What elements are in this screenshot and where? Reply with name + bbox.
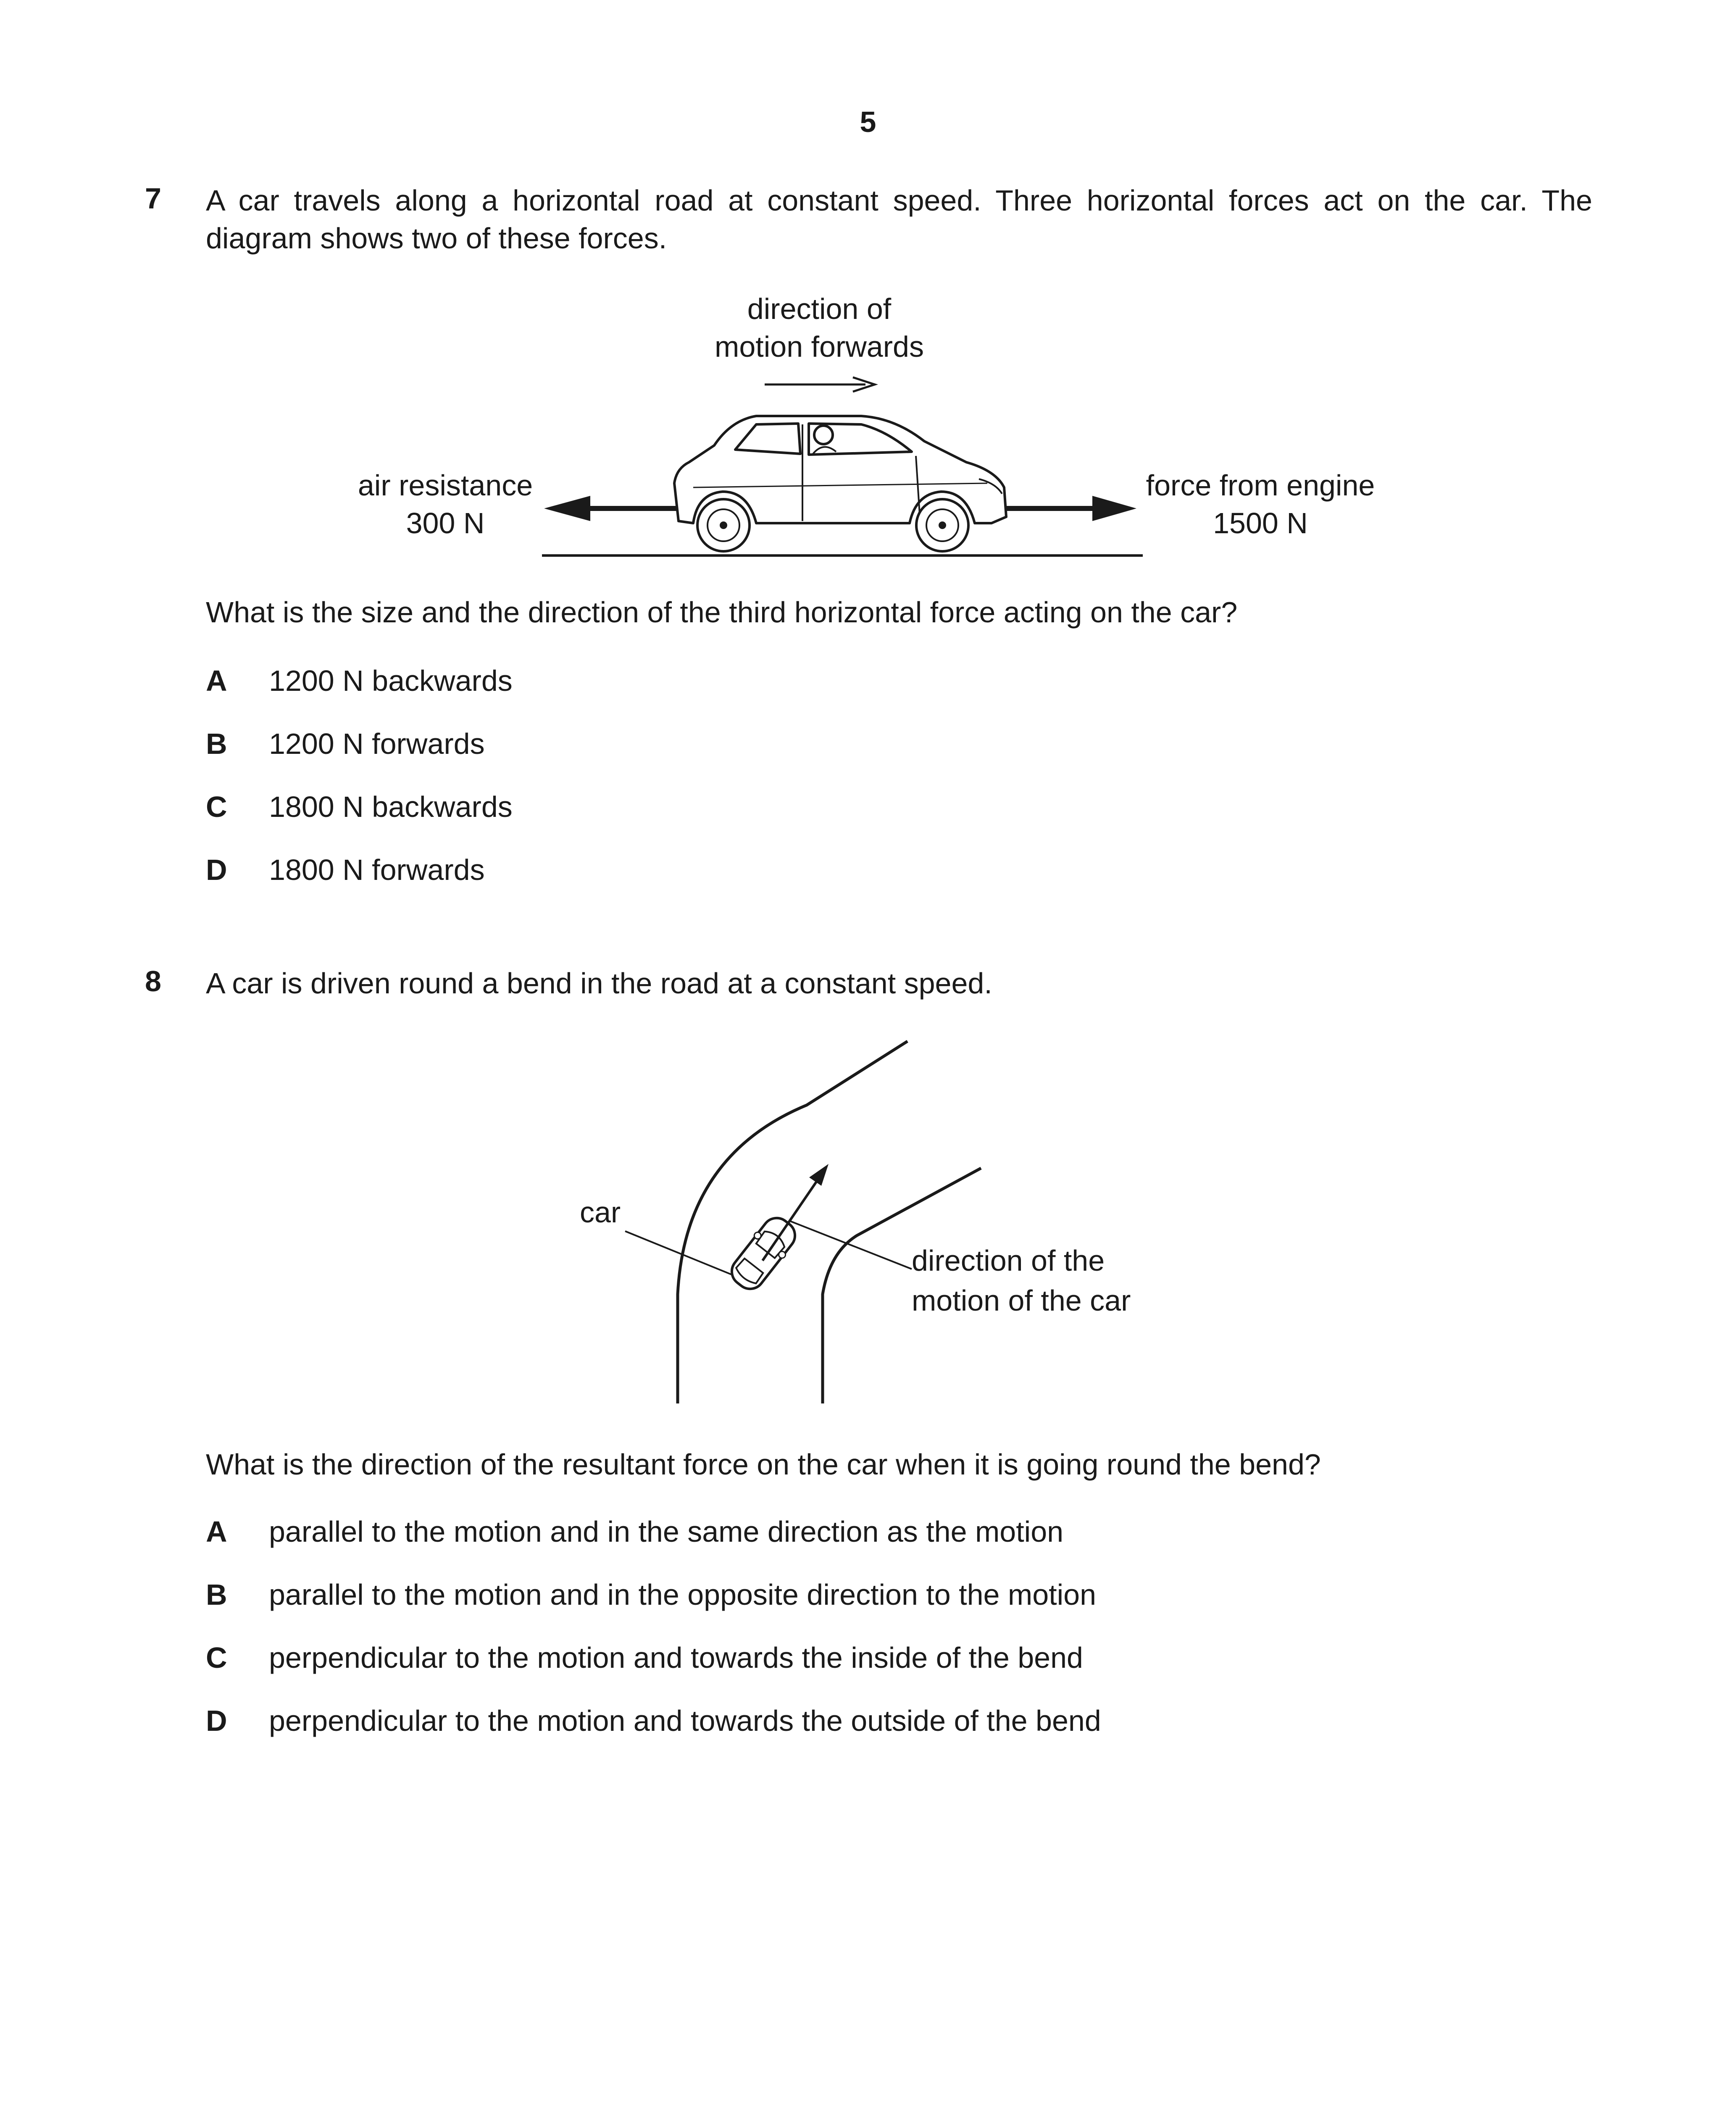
option-letter: C [206,1641,227,1674]
option-text: 1800 N forwards [269,853,485,886]
car-illustration [674,416,1006,551]
motion-label-line2: motion forwards [715,330,924,363]
car-motion-arrow [763,1164,829,1261]
option-text: 1800 N backwards [269,790,513,823]
question-7-number: 7 [145,182,161,215]
motion-label-line1: direction of [747,292,892,325]
engine-force-arrow [1000,496,1136,521]
direction-label-leader [789,1221,912,1269]
car-label: car [580,1196,621,1229]
option-text: parallel to the motion and in the opposite direction to the motion [269,1578,1097,1611]
option-text: parallel to the motion and in the same direction as the motion [269,1515,1064,1548]
option-letter: B [206,1578,227,1611]
option-letter: B [206,727,227,760]
option-text: 1200 N backwards [269,664,513,697]
question-7-option-c[interactable] [206,788,513,826]
question-8-prompt: What is the direction of the resultant force on the car when it is going round the bend? [206,1448,1321,1481]
question-8-option-b[interactable] [206,1576,1096,1614]
question-8-option-a[interactable] [206,1513,1063,1551]
option-text: perpendicular to the motion and towards the outside of the bend [269,1704,1101,1737]
option-letter: A [206,1515,227,1548]
option-letter: C [206,790,227,823]
option-letter: D [206,1704,227,1737]
question-8-option-c[interactable] [206,1639,1083,1677]
option-text: perpendicular to the motion and towards the inside of the bend [269,1641,1083,1674]
question-8-stem: A car is driven round a bend in the road at a constant speed. [206,967,992,1000]
option-letter: A [206,664,227,697]
direction-label-line1: direction of the [912,1244,1105,1277]
motion-direction-arrow [765,377,875,392]
inner-road-edge [823,1168,981,1403]
question-8-option-d[interactable] [206,1702,1101,1740]
question-7-stem: A car travels along a horizontal road at constant speed. Three horizontal forces act on the car. The diagram shows two of these forces. [206,184,1592,255]
road-bend-diagram [0,1008,1736,1429]
engine-force-value: 1500 N [1213,507,1308,540]
air-resistance-value: 300 N [406,507,485,540]
question-7-option-a[interactable] [206,662,513,700]
page-number: 5 [860,105,876,138]
question-7-prompt: What is the size and the direction of the third horizontal force acting on the car? [206,596,1238,629]
engine-force-label: force from engine [1146,469,1375,502]
car-forces-diagram [0,0,1736,588]
question-7-option-b[interactable] [206,725,485,763]
option-letter: D [206,853,227,886]
question-7-option-d[interactable] [206,851,485,889]
air-resistance-arrow [544,496,676,521]
air-resistance-label: air resistance [358,469,533,502]
option-text: 1200 N forwards [269,727,485,760]
car-top-view [724,1211,802,1296]
direction-label-line2: motion of the car [912,1284,1131,1317]
question-8-number: 8 [145,965,161,998]
